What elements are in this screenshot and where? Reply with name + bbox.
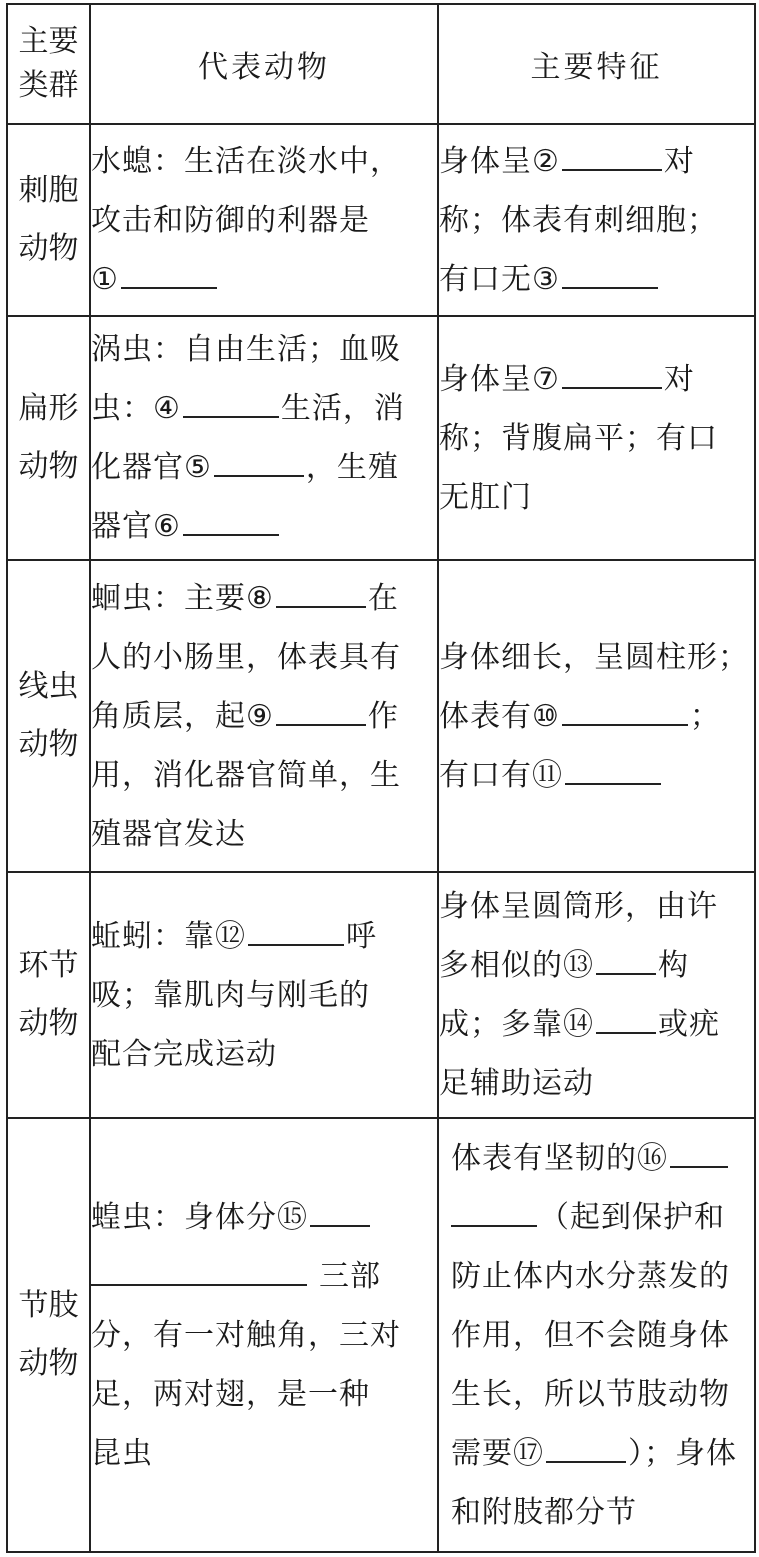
text-line xyxy=(91,379,437,438)
text-fragment: 体表有⑩ xyxy=(439,698,560,734)
text-line: 身体细长，呈圆柱形； xyxy=(439,639,749,675)
text-line xyxy=(439,250,754,309)
text-fragment: ，生殖 xyxy=(305,450,399,485)
table-row xyxy=(7,872,755,1118)
animal-cell xyxy=(90,316,438,560)
answer-blank[interactable] xyxy=(121,257,217,289)
text-fragment: 蚯蚓：靠⑫ xyxy=(91,918,246,954)
text-line xyxy=(91,497,437,556)
answer-blank[interactable] xyxy=(562,257,658,289)
text-fragment: 需要⑰ xyxy=(451,1435,544,1471)
text-fragment: 多相似的⑬ xyxy=(439,948,594,983)
text-line xyxy=(91,907,437,966)
text-line xyxy=(439,746,754,805)
text-fragment: 对 xyxy=(663,143,695,179)
animal-cell xyxy=(90,560,438,872)
text-line xyxy=(439,132,754,191)
group-label: 扁形动物 xyxy=(18,391,79,484)
answer-blank[interactable] xyxy=(183,504,279,536)
text-fragment: 虫：④ xyxy=(91,391,181,426)
text-line xyxy=(439,687,754,746)
group-label: 环节动物 xyxy=(18,948,79,1041)
text-fragment: 呼 xyxy=(346,918,377,954)
text-fragment: 或疣 xyxy=(658,1007,720,1042)
text-fragment: 角质层，起⑨ xyxy=(91,698,274,734)
answer-blank[interactable] xyxy=(91,1254,307,1286)
header-feature xyxy=(438,4,755,124)
text-fragment: 三部 xyxy=(319,1258,381,1294)
answer-blank[interactable] xyxy=(276,694,366,726)
text-line: 吸；靠肌肉与刚毛的 xyxy=(91,977,370,1013)
text-fragment: 蝗虫：身体分⑮ xyxy=(91,1199,308,1235)
header-group-label: 主要类群 xyxy=(18,24,79,103)
table-row xyxy=(7,1118,755,1552)
header-feature-label: 主要特征 xyxy=(530,50,663,85)
group-cell xyxy=(7,1118,90,1552)
text-line xyxy=(439,350,754,409)
text-line: 攻击和防御的利器是 xyxy=(91,202,370,238)
table-row xyxy=(7,124,755,316)
answer-blank[interactable] xyxy=(451,1195,537,1227)
text-fragment: 构 xyxy=(658,948,689,983)
answer-blank[interactable] xyxy=(546,1431,626,1463)
header-group xyxy=(7,4,90,124)
text-fragment: 对 xyxy=(663,361,695,397)
text-fragment: 蛔虫：主要⑧ xyxy=(91,580,274,616)
text-fragment: 作 xyxy=(367,698,399,734)
feature-cell xyxy=(438,872,755,1118)
text-line xyxy=(451,1188,754,1247)
feature-cell xyxy=(438,560,755,872)
text-line: 无肛门 xyxy=(439,479,532,515)
text-line xyxy=(451,1129,754,1188)
animal-classification-table xyxy=(6,3,756,1553)
text-line: 用，消化器官简单，生 xyxy=(91,757,401,793)
answer-blank[interactable] xyxy=(276,576,366,608)
answer-blank[interactable] xyxy=(248,914,344,946)
text-fragment: 有口无③ xyxy=(439,261,560,297)
group-cell xyxy=(7,560,90,872)
text-line xyxy=(91,569,437,628)
text-fragment: 生活，消 xyxy=(280,391,405,426)
text-line: 生长，所以节肢动物 xyxy=(451,1376,730,1412)
text-line: 称；背腹扁平；有口 xyxy=(439,420,718,456)
text-line: 称；体表有刺细胞； xyxy=(439,202,718,238)
answer-blank[interactable] xyxy=(183,386,279,418)
text-line: 水螅：生活在淡水中， xyxy=(91,143,401,179)
answer-blank[interactable] xyxy=(214,445,304,477)
group-cell xyxy=(7,872,90,1118)
header-animal xyxy=(90,4,438,124)
group-cell xyxy=(7,124,90,316)
answer-blank[interactable] xyxy=(596,943,656,975)
feature-cell xyxy=(438,316,755,560)
text-line xyxy=(91,1188,437,1247)
animal-cell xyxy=(90,872,438,1118)
text-line: 分，有一对触角，三对 xyxy=(91,1317,401,1353)
text-line: 足辅助运动 xyxy=(439,1066,594,1101)
text-fragment: ； xyxy=(689,698,721,734)
text-line xyxy=(91,250,437,309)
answer-blank[interactable] xyxy=(562,357,662,389)
group-label: 线虫动物 xyxy=(18,669,79,762)
text-fragment: 器官⑥ xyxy=(91,509,181,544)
text-line: 人的小肠里，体表具有 xyxy=(91,639,401,675)
text-line xyxy=(451,1424,754,1483)
text-line: 昆虫 xyxy=(91,1435,153,1471)
answer-blank[interactable] xyxy=(565,753,661,785)
text-fragment: 体表有坚韧的⑯ xyxy=(451,1140,668,1176)
feature-cell xyxy=(438,1118,755,1552)
blank-number: ① xyxy=(91,261,119,297)
text-fragment: 成；多靠⑭ xyxy=(439,1007,594,1042)
table-header-row xyxy=(7,4,755,124)
group-label: 节肢动物 xyxy=(18,1288,79,1381)
text-line xyxy=(439,936,754,995)
group-label: 刺胞动物 xyxy=(18,173,79,266)
text-line xyxy=(91,1247,437,1306)
text-line xyxy=(439,995,754,1054)
text-fragment: 在 xyxy=(367,580,399,616)
text-fragment: 身体呈⑦ xyxy=(439,361,560,397)
group-cell xyxy=(7,316,90,560)
text-line: 足，两对翅，是一种 xyxy=(91,1376,370,1412)
text-line: 殖器官发达 xyxy=(91,816,246,852)
text-fragment: （起到保护和 xyxy=(539,1199,725,1235)
answer-blank[interactable] xyxy=(670,1136,728,1168)
answer-blank[interactable] xyxy=(562,139,662,171)
answer-blank[interactable] xyxy=(596,1002,656,1034)
answer-blank[interactable] xyxy=(310,1195,370,1227)
text-fragment: 有口有⑪ xyxy=(439,757,563,793)
animal-cell xyxy=(90,124,438,316)
text-line: 涡虫：自由生活；血吸 xyxy=(91,332,401,367)
text-line: 配合完成运动 xyxy=(91,1036,277,1072)
text-line: 身体呈圆筒形，由许 xyxy=(439,889,718,924)
feature-cell xyxy=(438,124,755,316)
answer-blank[interactable] xyxy=(562,694,688,726)
table-row xyxy=(7,560,755,872)
text-line: 和附肢都分节 xyxy=(451,1494,637,1530)
header-animal-label: 代表动物 xyxy=(198,50,330,85)
table-row xyxy=(7,316,755,560)
animal-cell xyxy=(90,1118,438,1552)
text-fragment: 身体呈② xyxy=(439,143,560,179)
text-fragment: ）；身体 xyxy=(628,1435,737,1471)
text-line: 作用，但不会随身体 xyxy=(451,1317,730,1353)
text-fragment: 化器官⑤ xyxy=(91,450,212,485)
text-line xyxy=(91,687,437,746)
text-line xyxy=(91,438,437,497)
text-line: 防止体内水分蒸发的 xyxy=(451,1258,730,1294)
